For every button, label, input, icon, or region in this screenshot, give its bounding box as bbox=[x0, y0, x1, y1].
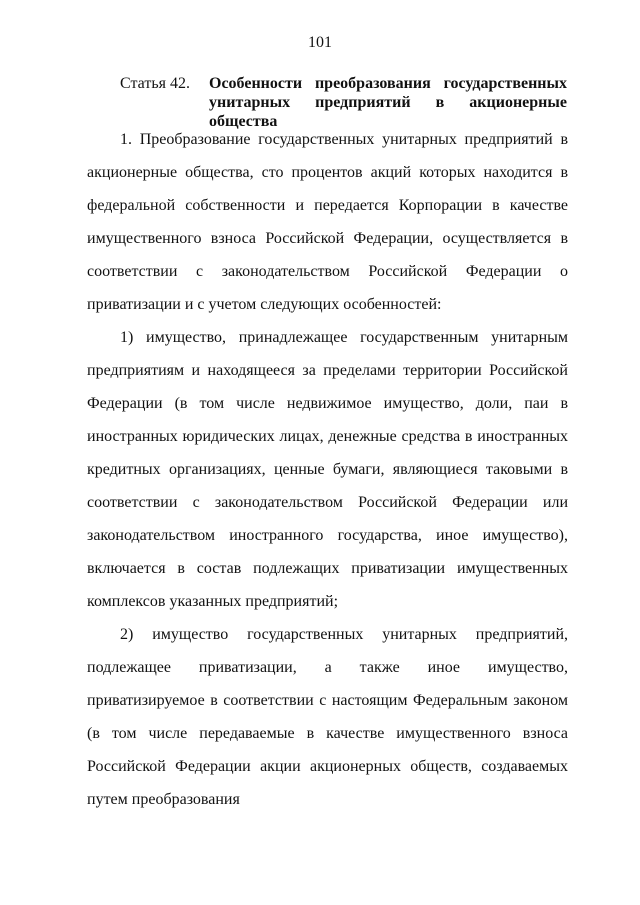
article-body bbox=[87, 123, 568, 816]
paragraph-item-1: 1) имущество, принадлежащее государственным унитарным предприятиям и находящееся за пределами территории Российской Федерации (в том числе недвижимое имущество, доли, паи в иностранных юридических лицах, денежные средства в иностранных кредитных организациях, ценные бумаги, являющиеся таковыми в соответствии с законодательством Российской Федерации или законодательством иностранного государства, иное имущество), включается в состав подлежащих приватизации имущественных комплексов указанных предприятий; bbox=[87, 329, 568, 610]
paragraph-1: 1. Преобразование государственных унитарных предприятий в акционерные общества, сто процентов акций которых находится в федеральной собственности и передается Корпорации в качестве имущественного взноса Российской Федерации, осуществляется в соответствии с законодательством Российской Федерации о приватизации и с учетом следующих особенностей: bbox=[87, 131, 568, 313]
page-number: 101 bbox=[308, 34, 332, 51]
article-title: Особенности преобразования государственных унитарных предприятий в акционерные общества bbox=[209, 75, 567, 130]
article-label: Статья 42. bbox=[120, 75, 190, 92]
paragraph-item-2: 2) имущество государственных унитарных предприятий, подлежащее приватизации, а также иное имущество, приватизируемое в соответствии с настоящим Федеральным законом (в том числе передаваемые в качестве имущественного взноса Российской Федерации акции акционерных обществ, создаваемых путем преобразования bbox=[87, 626, 568, 808]
